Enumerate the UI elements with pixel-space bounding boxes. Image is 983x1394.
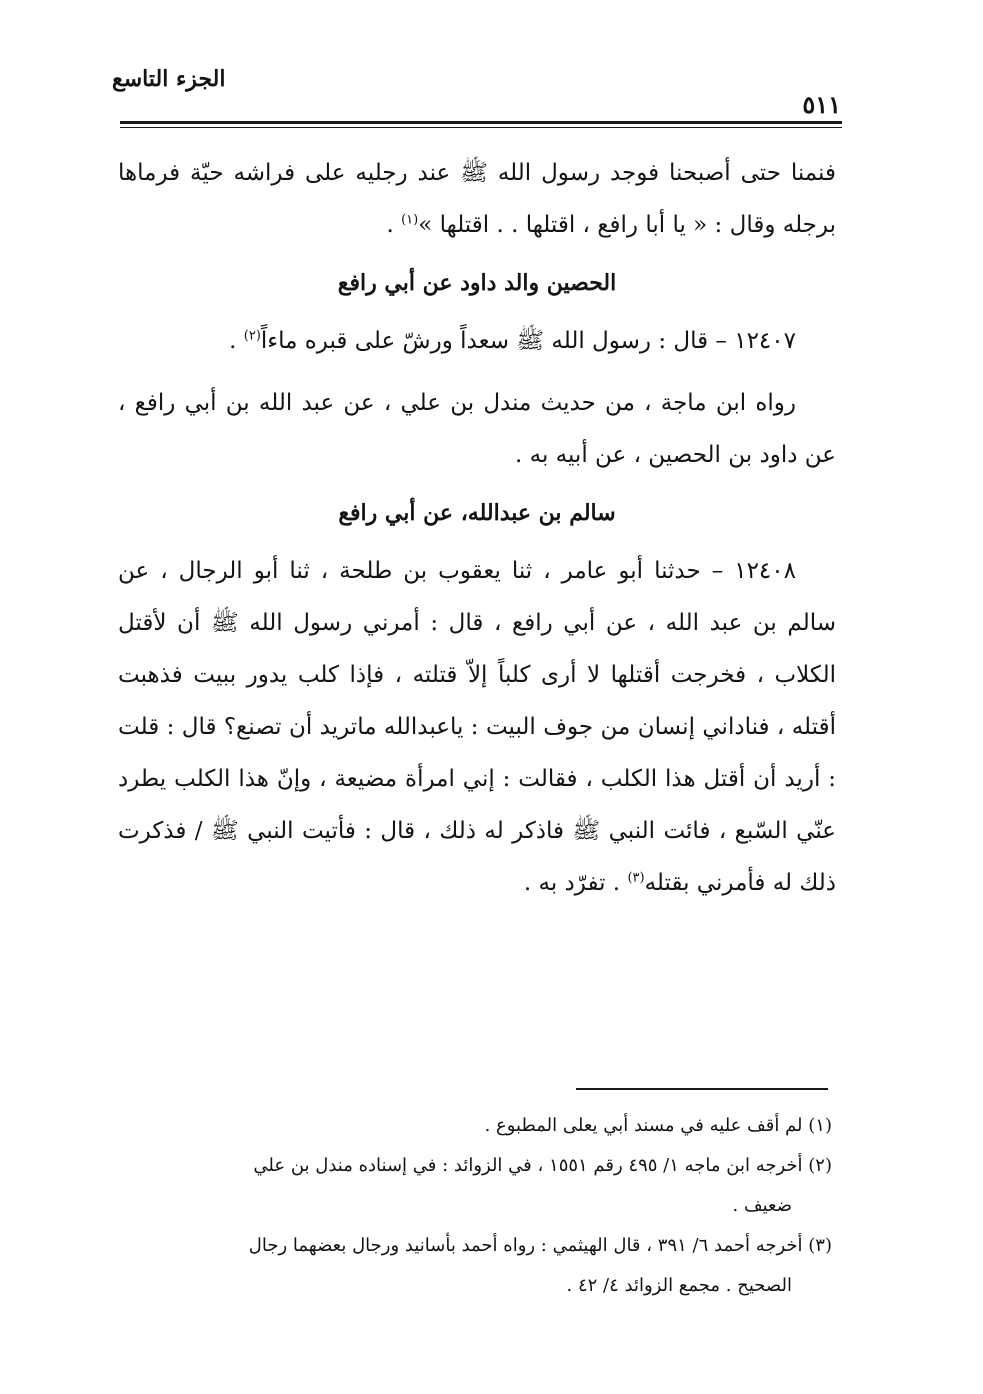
hadith-12408 [118, 545, 836, 909]
spacer [118, 367, 836, 377]
hadith-12407-text: ١٢٤٠٧ – قال : رسول الله ﷺ سعداً ورشّ على قبره ماءاً [260, 328, 796, 354]
header-rule-thin [120, 127, 842, 128]
footnote-ref-3: (٣) [627, 870, 645, 886]
footnotes [118, 1106, 832, 1306]
hadith-12407-end: . [229, 328, 244, 354]
footnote-1: (١) لم أقف عليه في مسند أبي يعلى المطبوع . [484, 1115, 832, 1136]
section-heading-1: الحصين والد داود عن أبي رافع [337, 270, 617, 296]
footnote-3-continuation: الصحيح . مجمع الزوائد ٤/ ٤٢ . [566, 1275, 792, 1296]
footnote-ref-1: (١) [401, 212, 419, 228]
header-rule [120, 121, 842, 124]
hadith-12407 [118, 315, 836, 367]
footnote-2: (٢) أخرجه ابن ماجه ١/ ٤٩٥ رقم ١٥٥١ ، في الزوائد : في إسناده مندل بن علي [253, 1155, 832, 1176]
paragraph-1-text: فنمنا حتى أصبحنا فوجد رسول الله ﷺ عند رجليه على فراشه حيّة فرماها برجله وقال : « يا أبا رافع ، اقتلها . . اقتلها » [118, 160, 836, 238]
hadith-12408-end: . تفرّد به . [523, 870, 628, 896]
paragraph-riwaya: رواه ابن ماجة ، من حديث مندل بن علي ، عن عبد الله بن أبي رافع ، عن داود بن الحصين ، عن أبيه به . [118, 390, 836, 468]
footnote-rule [576, 1088, 828, 1090]
paragraph-1 [118, 147, 836, 251]
footnote-ref-2: (٢) [243, 328, 261, 344]
paragraph-1-end: . [386, 212, 402, 238]
page-number: ٥١١ [802, 90, 841, 119]
main-text [118, 147, 836, 909]
footnote-2-continuation: ضعيف . [732, 1195, 792, 1216]
running-title: الجزء التاسع [112, 66, 226, 92]
hadith-12408-text: ١٢٤٠٨ – حدثنا أبو عامر ، ثنا يعقوب بن طلحة ، ثنا أبو الرجال ، عن سالم بن عبد الله ، عن أبي رافع ، قال : أمرني رسول الله ﷺ أن لأقتل الكلاب ، فخرجت أقتلها لا أرى كلباً إلاّ قتلته ، فإذا كلب يدور ببيت فذهبت أقتله ، فناداني إنسان من جوف البيت : ياعبدالله ماتريد أن تصنع؟ قال : قلت : أريد أن أقتل هذا الكلب ، فقالت : إني امرأة مضيعة ، وإنّ هذا الكلب يطرد عنّي السّبع ، فائت النبي ﷺ فاذكر له ذلك ، قال : فأتيت النبي ﷺ / فذكرت ذلك له فأمرني بقتله [118, 558, 836, 896]
section-heading-2: سالم بن عبدالله، عن أبي رافع [338, 500, 616, 526]
footnote-3: (٣) أخرجه أحمد ٦/ ٣٩١ ، قال الهيثمي : رواه أحمد بأسانيد ورجال بعضهما رجال [248, 1235, 832, 1256]
